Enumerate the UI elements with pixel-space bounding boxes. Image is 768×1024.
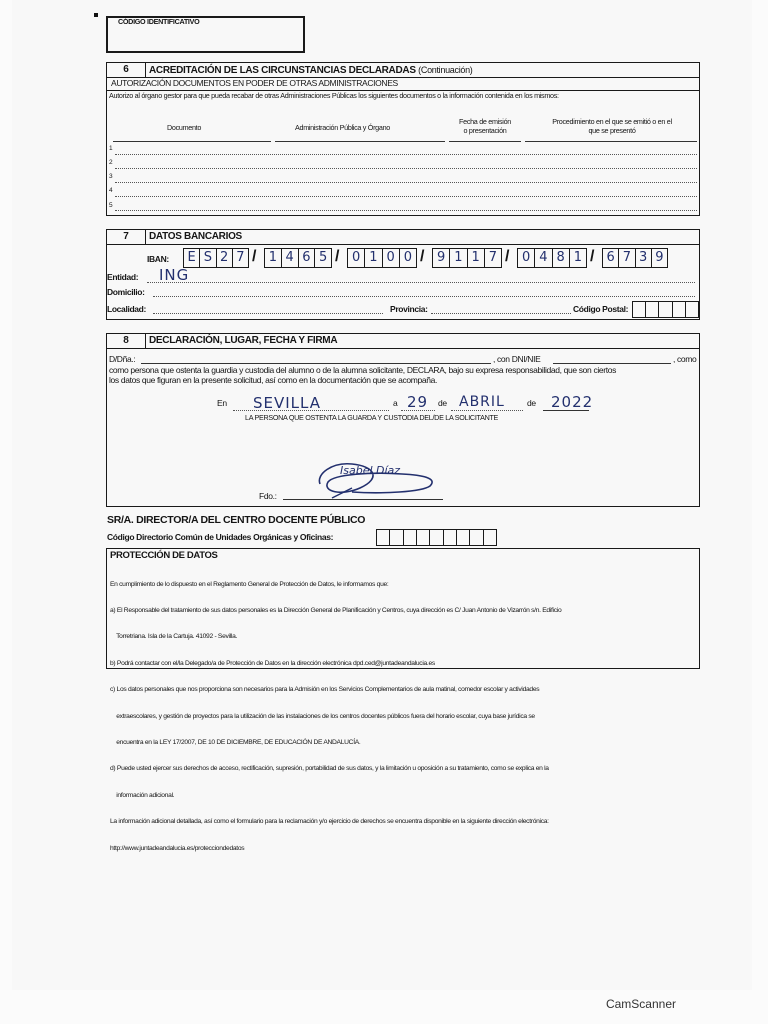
section-6-intro: Autorizo al órgano gestor para que pueda recabar de otras Administraciones Públicas los siguientes documentos o la información contenida en los mismos: [109,91,559,100]
row-2-line [115,168,697,169]
section-7-title: DATOS BANCARIOS [149,231,242,242]
signature-text: Isabel Díaz [340,464,401,477]
section-8 [106,333,700,507]
signature [312,454,448,502]
iban-group-1: E S 2 7 [183,248,249,268]
section-7-number: 7 [107,230,146,244]
proteccion-body: En cumplimiento de lo dispuesto en el Reglamento General de Protección de Datos, le informamos que: a) El Responsable del tratamiento de sus datos personales es la Dirección General de Planificación y Centros, cuya dirección es C/ Juan Antonio de Vizarrón s/n. Edificio Torretriana. Isla de la Cartuja. 41092 - Sevilla. b) Podrá contactar con el/la Delegado/a de Protección de Datos en la dirección electrónica dpd.ced@juntadeandalucia.es c) Los datos personales que nos proporciona son necesarios para la Admisión en los Servicios Complementarios de aula matinal, comedor escolar y actividades extraescolares, y gestión de proyectos para la utilización de las instalaciones de los centros docentes públicos fuera del horario escolar, cuya base jurídica se encuentra en la LEY 17/2007, DE 10 DE DICIEMBRE, DE EDUCACIÓN DE ANDALUCÍA. d) Puede usted ejercer sus derechos de acceso, rectificación, supresión, portabilidad de sus datos, y la limitación u oposición a su tratamiento, como se explica en la información adicional. La información adicional detallada, así como el formulario para la reclamación y/o ejercicio de derechos se encuentra disponible en la siguiente dirección electrónica: http://www.juntadeandalucia.es/protecciondedatos [110,580,562,852]
col-documento: Documento [167,123,202,132]
codigo-identificativo-box [106,16,305,53]
section-6-number: 6 [107,63,146,77]
row-5-line [115,210,697,211]
iban-group-4: 9 1 1 7 [432,248,502,268]
dona-label: D/Dña.: [109,354,136,364]
col-procedimiento: Procedimiento en el que se emitió o en el que se presentó [552,117,672,135]
fdo-label: Fdo.: [259,491,277,501]
col-administracion: Administración Pública y Órgano [295,123,390,132]
year-value: 2022 [551,393,594,411]
section-6-title: ACREDITACIÓN DE LAS CIRCUNSTANCIAS DECLARADAS (Continuación) [149,65,473,76]
section-6-subheader: AUTORIZACIÓN DOCUMENTOS EN PODER DE OTRAS ADMINISTRACIONES [111,78,398,88]
a-label: a [393,398,398,408]
proteccion-title: PROTECCIÓN DE DATOS [110,550,218,561]
iban-group-6: 6 7 3 9 [602,248,668,268]
codigo-postal-cells [632,301,699,318]
iban-label: IBAN: [147,254,169,264]
de-label-2: de [527,398,536,408]
codigo-directorio-cells [376,529,497,546]
camscanner-watermark: CamScanner [605,997,676,1011]
month-value: ABRIL [459,394,505,410]
localidad-label: Localidad: [107,304,147,314]
proteccion-datos-box [106,548,700,852]
col-fecha: Fecha de emisión o presentación [459,117,511,135]
row-3-line [115,182,697,183]
dni-label: , con DNI/NIE [493,354,541,364]
declaration-text: como persona que ostenta la guardia y custodia del alumno o de la alumna solicitante, DECLARA, bajo su expresa responsabilidad, que son ciertos los datos que figuran en la presente solicitud, así como en la documentación que se acompaña. [109,365,617,385]
provincia-label: Provincia: [390,304,428,314]
row-1-line [115,154,697,155]
guardian-caption: LA PERSONA QUE OSTENTA LA GUARDA Y CUSTODIA DEL/DE LA SOLICITANTE [245,413,499,422]
domicilio-label: Domicilio: [107,287,145,297]
row-number-5: 5 [109,202,113,209]
row-number-3: 3 [109,173,113,180]
section-8-title: DECLARACIÓN, LUGAR, FECHA Y FIRMA [149,335,338,346]
row-number-1: 1 [109,145,113,152]
director-title: SR/A. DIRECTOR/A DEL CENTRO DOCENTE PÚBLICO [107,514,366,526]
section-8-number: 8 [107,334,146,348]
section-7: 7 DATOS BANCARIOS IBAN: E S 2 7 / 1 4 6 5 / 0 1 0 0 / 9 1 1 7 / 0 4 8 1 / 6 7 3 9 Entidad: ING Domicilio: Localidad: Provincia: Código Postal: [106,229,700,320]
iban-group-5: 0 4 8 1 [517,248,587,268]
section-6 [106,62,700,216]
entidad-value: ING [159,266,190,284]
codigo-directorio-label: Código Directorio Común de Unidades Orgánicas y Oficinas: [107,532,334,542]
signature-flourish-icon [312,454,448,502]
city-value: SEVILLA [253,394,322,412]
row-number-4: 4 [109,187,113,194]
row-number-2: 2 [109,159,113,166]
bullet-mark [94,13,98,17]
day-value: 29 [407,393,429,411]
iban-group-2: 1 4 6 5 [264,248,332,268]
entidad-label: Entidad: [107,272,139,282]
de-label-1: de [438,398,447,408]
row-4-line [115,196,697,197]
codigo-identificativo-label: CÓDIGO IDENTIFICATIVO [118,17,200,26]
como-label: , como [673,354,697,364]
iban-group-3: 0 1 0 0 [347,248,417,268]
en-label: En [217,398,227,408]
codigo-postal-label: Código Postal: [573,304,629,314]
